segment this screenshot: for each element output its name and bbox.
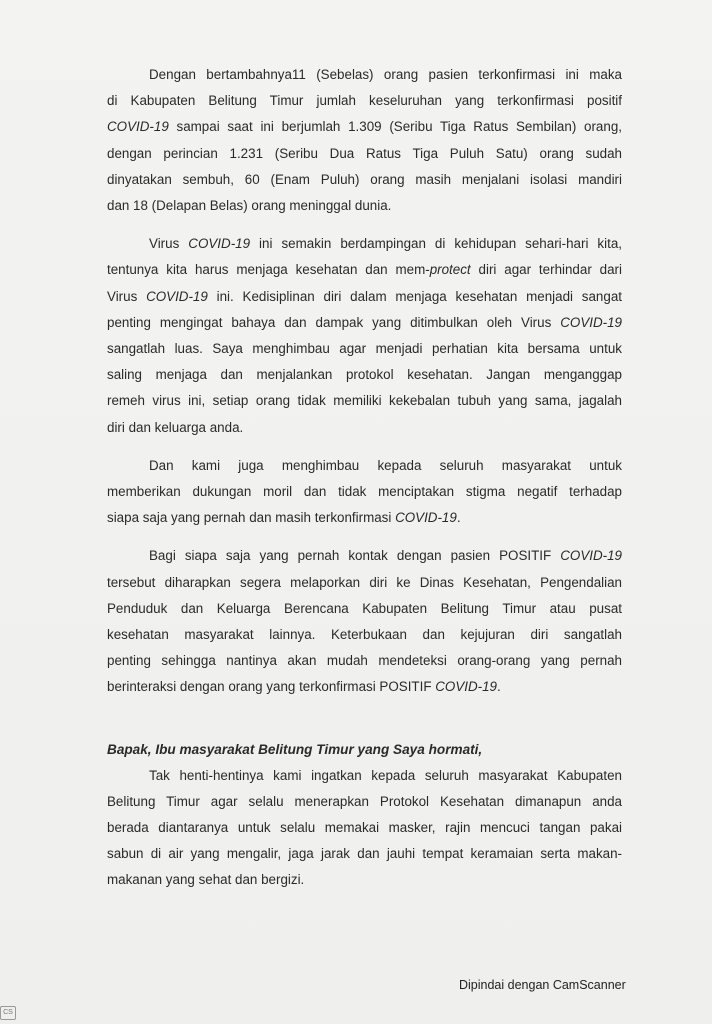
text-line: penting sehingga nantinya akan mudah mendeteksi orang-orang yang pernah [107, 653, 622, 669]
text-line: makanan yang sehat dan bergizi. [107, 872, 305, 888]
text-line: dengan perincian 1.231 (Seribu Dua Ratus Tiga Puluh Satu) orang sudah [107, 145, 622, 161]
text-line: berinteraksi dengan orang yang terkonfirmasi POSITIF COVID-19. [107, 679, 501, 695]
text-line: tentunya kita harus menjaga kesehatan dan mem-protect diri agar terhindar dari [107, 262, 622, 278]
text-line: sabun di air yang mengalir, jaga jarak dan jauhi tempat keramaian serta makan- [107, 846, 622, 862]
paragraph-5 [107, 763, 622, 894]
scanner-watermark-label: Dipindai dengan CamScanner [459, 978, 626, 992]
text-line: Virus COVID-19 ini semakin berdampingan di kehidupan sehari-hari kita, [149, 236, 622, 252]
document-body [107, 62, 622, 894]
text-line: Bagi siapa saja yang pernah kontak dengan pasien POSITIF COVID-19 [149, 548, 622, 564]
text-line: saling menjaga dan menjalankan protokol kesehatan. Jangan menganggap [107, 367, 622, 383]
text-line: Dengan bertambahnya11 (Sebelas) orang pasien terkonfirmasi ini maka [149, 67, 622, 82]
text-line: siapa saja yang pernah dan masih terkonfirmasi COVID-19. [107, 510, 461, 526]
text-line: memberikan dukungan moril dan tidak menciptakan stigma negatif terhadap [107, 484, 622, 500]
paragraph-3 [107, 453, 622, 532]
text-line: dan 18 (Delapan Belas) orang meninggal dunia. [107, 198, 392, 214]
text-line: dinyatakan sembuh, 60 (Enam Puluh) orang masih menjalani isolasi mandiri [107, 171, 622, 187]
text-line: sangatlah luas. Saya menghimbau agar menjadi perhatian kita bersama untuk [107, 341, 622, 357]
text-line: kesehatan masyarakat lainnya. Keterbukaan dan kejujuran diri sangatlah [107, 627, 622, 643]
text-line: penting mengingat bahaya dan dampak yang ditimbulkan oleh Virus COVID-19 [107, 314, 622, 330]
text-line: Penduduk dan Keluarga Berencana Kabupaten Belitung Timur atau pusat [107, 600, 622, 616]
text-line: COVID-19 sampai saat ini berjumlah 1.309 (Seribu Tiga Ratus Sembilan) orang, [107, 119, 622, 135]
paragraph-2 [107, 231, 622, 441]
text-line: Tak henti-hentinya kami ingatkan kepada seluruh masyarakat Kabupaten [149, 767, 622, 783]
text-line: di Kabupaten Belitung Timur jumlah keseluruhan yang terkonfirmasi positif [107, 93, 622, 109]
text-line: remeh virus ini, setiap orang tidak memiliki kekebalan tubuh yang sama, jagalah [107, 393, 622, 409]
paragraph-4 [107, 543, 622, 700]
text-line: tersebut diharapkan segera melaporkan diri ke Dinas Kesehatan, Pengendalian [107, 574, 622, 590]
section-heading: Bapak, Ibu masyarakat Belitung Timur yang Saya hormati, [107, 741, 483, 757]
text-line: Belitung Timur agar selalu menerapkan Protokol Kesehatan dimanapun anda [107, 793, 622, 809]
text-line: berada diantaranya untuk selalu memakai masker, rajin mencuci tangan pakai [107, 820, 622, 836]
text-line: Virus COVID-19 ini. Kedisiplinan diri dalam menjaga kesehatan menjadi sangat [107, 288, 622, 304]
text-line: diri dan keluarga anda. [107, 419, 244, 435]
camscanner-icon: CS [0, 1006, 16, 1020]
text-line: Dan kami juga menghimbau kepada seluruh masyarakat untuk [149, 457, 622, 473]
camscanner-logo [0, 1006, 16, 1020]
paragraph-1 [107, 62, 622, 219]
